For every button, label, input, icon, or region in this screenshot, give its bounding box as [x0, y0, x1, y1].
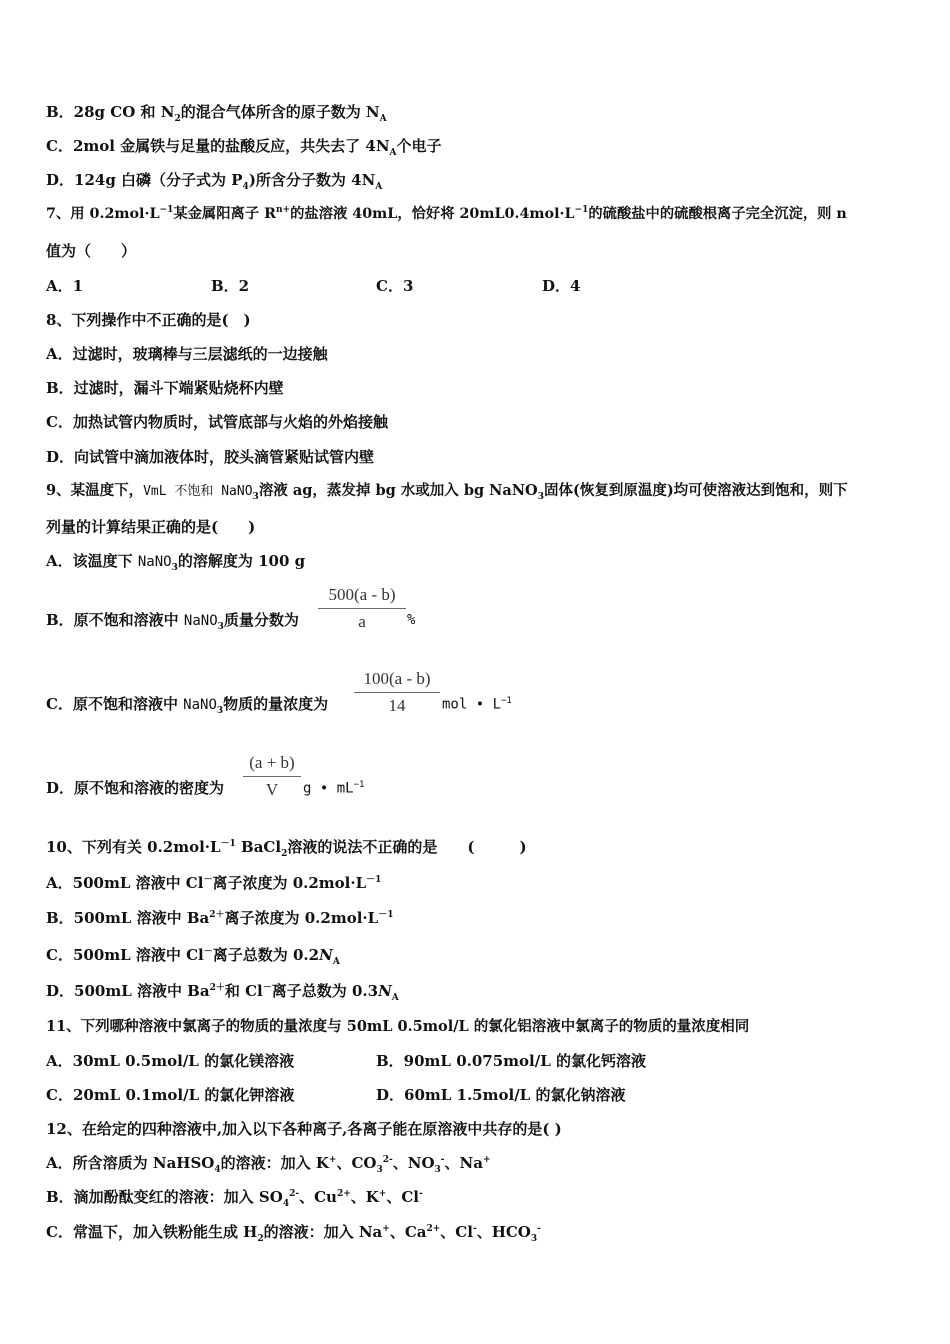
q11-option-c: C．20mL 0.1mol/L 的氯化钾溶液	[46, 1086, 295, 1104]
q9-option-c: C．原不饱和溶液中 NaNO$_3$物质的量浓度为	[46, 695, 329, 716]
q10-option-d: D．500mL 溶液中 $Ba^{2+}$和 Cl－离子总数为 $0.3N_A$	[46, 982, 399, 1003]
q9-b-fraction	[318, 583, 406, 634]
q10-option-c: C．500mL 溶液中 Cl－离子总数为 $0.2N_A$	[46, 946, 340, 967]
q12-option-a: A．所含溶质为 NaHSO$_4$的溶液：加入 K+、$CO_3^{2-}$、$NO_3^-$、Na+	[46, 1154, 491, 1175]
q11-option-b: B．90mL 0.075mol/L 的氯化钙溶液	[376, 1052, 646, 1070]
q9-option-a: A．该温度下 NaNO$_3$的溶解度为 100 g	[46, 552, 306, 573]
q12-stem: 12、在给定的四种溶液中,加入以下各种离子,各离子能在原溶液中共存的是( )	[46, 1120, 562, 1138]
q6-option-d: D．124g 白磷（分子式为 $P_4$)所含分子数为 $4N_A$	[46, 171, 383, 192]
q9-stem-line1: 9、某温度下，VmL 不饱和 NaNO$_3$溶液 ag，蒸发掉 bg 水或加入 bg NaNO$_3$固体(恢复到原温度)均可使溶液达到饱和，则下	[46, 482, 848, 502]
q9-d-fraction	[243, 751, 301, 802]
q8-option-c: C．加热试管内物质时，试管底部与火焰的外焰接触	[46, 413, 388, 431]
q10-stem: 10、下列有关 $0.2mol\cdot L^{-1}$ BaCl$_2$溶液的说法不正确的是 ( )	[46, 838, 527, 859]
q9-c-unit: mol • $L^{-1}$	[442, 696, 512, 713]
fraction-bar	[243, 776, 301, 777]
q8-option-a: A．过滤时，玻璃棒与三层滤纸的一边接触	[46, 345, 328, 363]
q9-b-denominator: a	[358, 612, 366, 631]
q10-option-a: A．500mL 溶液中 Cl－离子浓度为 $0.2mol\cdot L^{-1}$	[46, 874, 382, 892]
q9-c-fraction	[354, 667, 440, 718]
q9-d-denominator: V	[265, 780, 279, 799]
q10-option-b: B．500mL 溶液中 $Ba^{2+}$离子浓度为 $0.2mol\cdot L^{-1}$	[46, 909, 394, 927]
q7-option-b: B．2	[211, 277, 250, 295]
q9-b-unit: %	[407, 612, 416, 628]
q9-c-denominator: 14	[388, 696, 406, 715]
q7-stem-line1: 7、用 $0.2mol\cdot L^{-1}$某金属阳离子 $R^{n+}$的盐溶液 40mL，恰好将 $20mL0.4mol\cdot L^{-1}$的硫酸盐中的硫酸根离子完全沉淀，则 n	[46, 205, 847, 222]
q7-option-a: A．1	[46, 277, 84, 295]
q9-option-b: B．原不饱和溶液中 NaNO$_3$质量分数为	[46, 611, 299, 632]
q9-stem-line2: 列量的计算结果正确的是( )	[46, 518, 256, 536]
q9-option-d: D．原不饱和溶液的密度为	[46, 779, 225, 797]
q11-option-d: D．60mL 1.5mol/L 的氯化钠溶液	[376, 1086, 626, 1104]
q7-option-d: D．4	[542, 277, 581, 295]
q12-option-b: B．滴加酚酞变红的溶液：加入 $SO_4^{2-}$、$Cu^{2+}$、K+、Cl-	[46, 1188, 423, 1209]
q11-stem: 11、下列哪种溶液中氯离子的物质的量浓度与 50mL 0.5mol/L 的氯化铝溶液中氯离子的物质的量浓度相同	[46, 1018, 750, 1035]
q6-option-b: B．28g CO 和 $N_2$的混合气体所含的原子数为 $N_A$	[46, 103, 387, 124]
q9-d-unit: g • $mL^{-1}$	[303, 780, 365, 797]
q8-stem: 8、下列操作中不正确的是( )	[46, 311, 251, 329]
q11-option-a: A．30mL 0.5mol/L 的氯化镁溶液	[46, 1052, 295, 1070]
q8-option-b: B．过滤时，漏斗下端紧贴烧杯内壁	[46, 379, 284, 397]
fraction-bar	[318, 608, 406, 609]
q12-option-c: C．常温下，加入铁粉能生成 $H_2$的溶液：加入 Na+、$Ca^{2+}$、Cl-、$HCO_3^-$	[46, 1223, 541, 1244]
q6-option-c: C．2mol 金属铁与足量的盐酸反应，共失去了 $4N_A$个电子	[46, 137, 442, 158]
fraction-bar	[354, 692, 440, 693]
q8-option-d: D．向试管中滴加液体时，胶头滴管紧贴试管内壁	[46, 448, 375, 466]
q9-c-numerator: 100(a - b)	[363, 669, 431, 688]
q9-b-numerator: 500(a - b)	[328, 585, 396, 604]
q7-stem-line2: 值为（ ）	[46, 242, 137, 260]
q9-d-numerator: (a + b)	[249, 753, 295, 772]
q7-option-c: C．3	[376, 277, 414, 295]
